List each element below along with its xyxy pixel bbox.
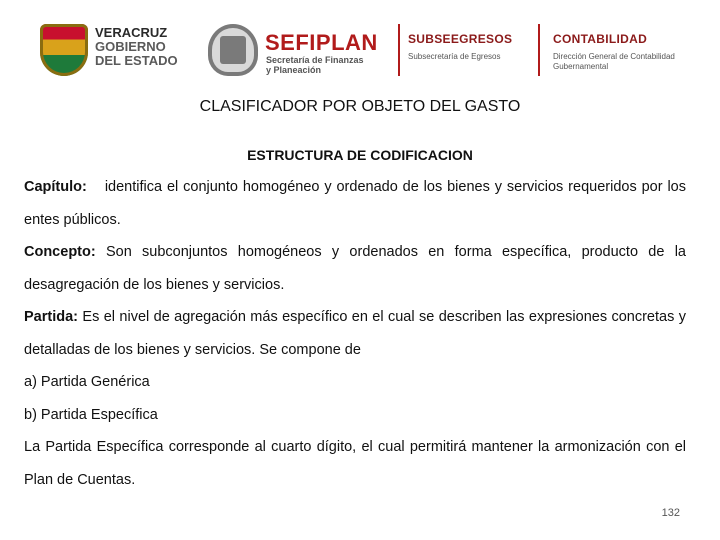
term-partida: Partida: xyxy=(24,309,78,325)
sefiplan-subtitle-line-2: y Planeación xyxy=(266,65,322,75)
capitulo-text: identifica el conjunto homogéneo y ordenado de los bienes y servicios requeridos por los entes públicos. xyxy=(24,179,686,228)
veracruz-logo-text xyxy=(95,26,178,68)
veracruz-shield-icon xyxy=(40,24,88,76)
page-title: CLASIFICADOR POR OBJETO DEL GASTO xyxy=(199,98,521,115)
subsecretaria-desc: Subsecretaría de Egresos xyxy=(408,52,501,61)
concepto-text: Son subconjuntos homogéneos y ordenados en forma específica, producto de la desagregación de los bienes y servicios. xyxy=(24,244,686,293)
sefiplan-subtitle xyxy=(266,55,364,75)
term-concepto: Concepto: xyxy=(24,244,96,260)
sefiplan-logo: SEFIPLAN xyxy=(265,30,378,55)
divider-1 xyxy=(398,24,400,76)
list-item-a: a) Partida Genérica xyxy=(24,374,150,390)
partida-text: Es el nivel de agregación más específico en el cual se describen las expresiones concretas y detalladas de los bienes y servicios. Se compone de xyxy=(24,309,686,358)
veracruz-line-2: GOBIERNO xyxy=(95,39,166,54)
term-capitulo: Capítulo: xyxy=(24,179,87,195)
contabilidad-desc xyxy=(553,52,703,72)
seal-emblem-icon xyxy=(220,36,246,64)
section-title: ESTRUCTURA DE CODIFICACION xyxy=(247,147,473,163)
header-logos xyxy=(0,0,720,95)
list-item-b: b) Partida Específica xyxy=(24,406,158,423)
sefiplan-subtitle-line-1: Secretaría de Finanzas xyxy=(266,55,364,65)
contabilidad-desc-line-1: Dirección General de Contabilidad xyxy=(553,52,675,61)
paragraph-capitulo xyxy=(24,171,686,236)
contabilidad-desc-line-2: Gubernamental xyxy=(553,62,609,71)
paragraph-concepto xyxy=(24,236,686,301)
contabilidad-title: CONTABILIDAD xyxy=(553,32,648,46)
paragraph-partida xyxy=(24,301,686,366)
paragraph-closing: La Partida Específica corresponde al cuarto dígito, el cual permitirá mantener la armonización con el Plan de Cuentas. xyxy=(24,439,686,488)
body-content xyxy=(24,171,686,496)
divider-2 xyxy=(538,24,540,76)
subsecretaria-title: SUBSEEGRESOS xyxy=(408,32,513,46)
veracruz-line-3: DEL ESTADO xyxy=(95,53,178,68)
page-number: 132 xyxy=(661,507,680,519)
veracruz-line-1: VERACRUZ xyxy=(95,25,168,40)
